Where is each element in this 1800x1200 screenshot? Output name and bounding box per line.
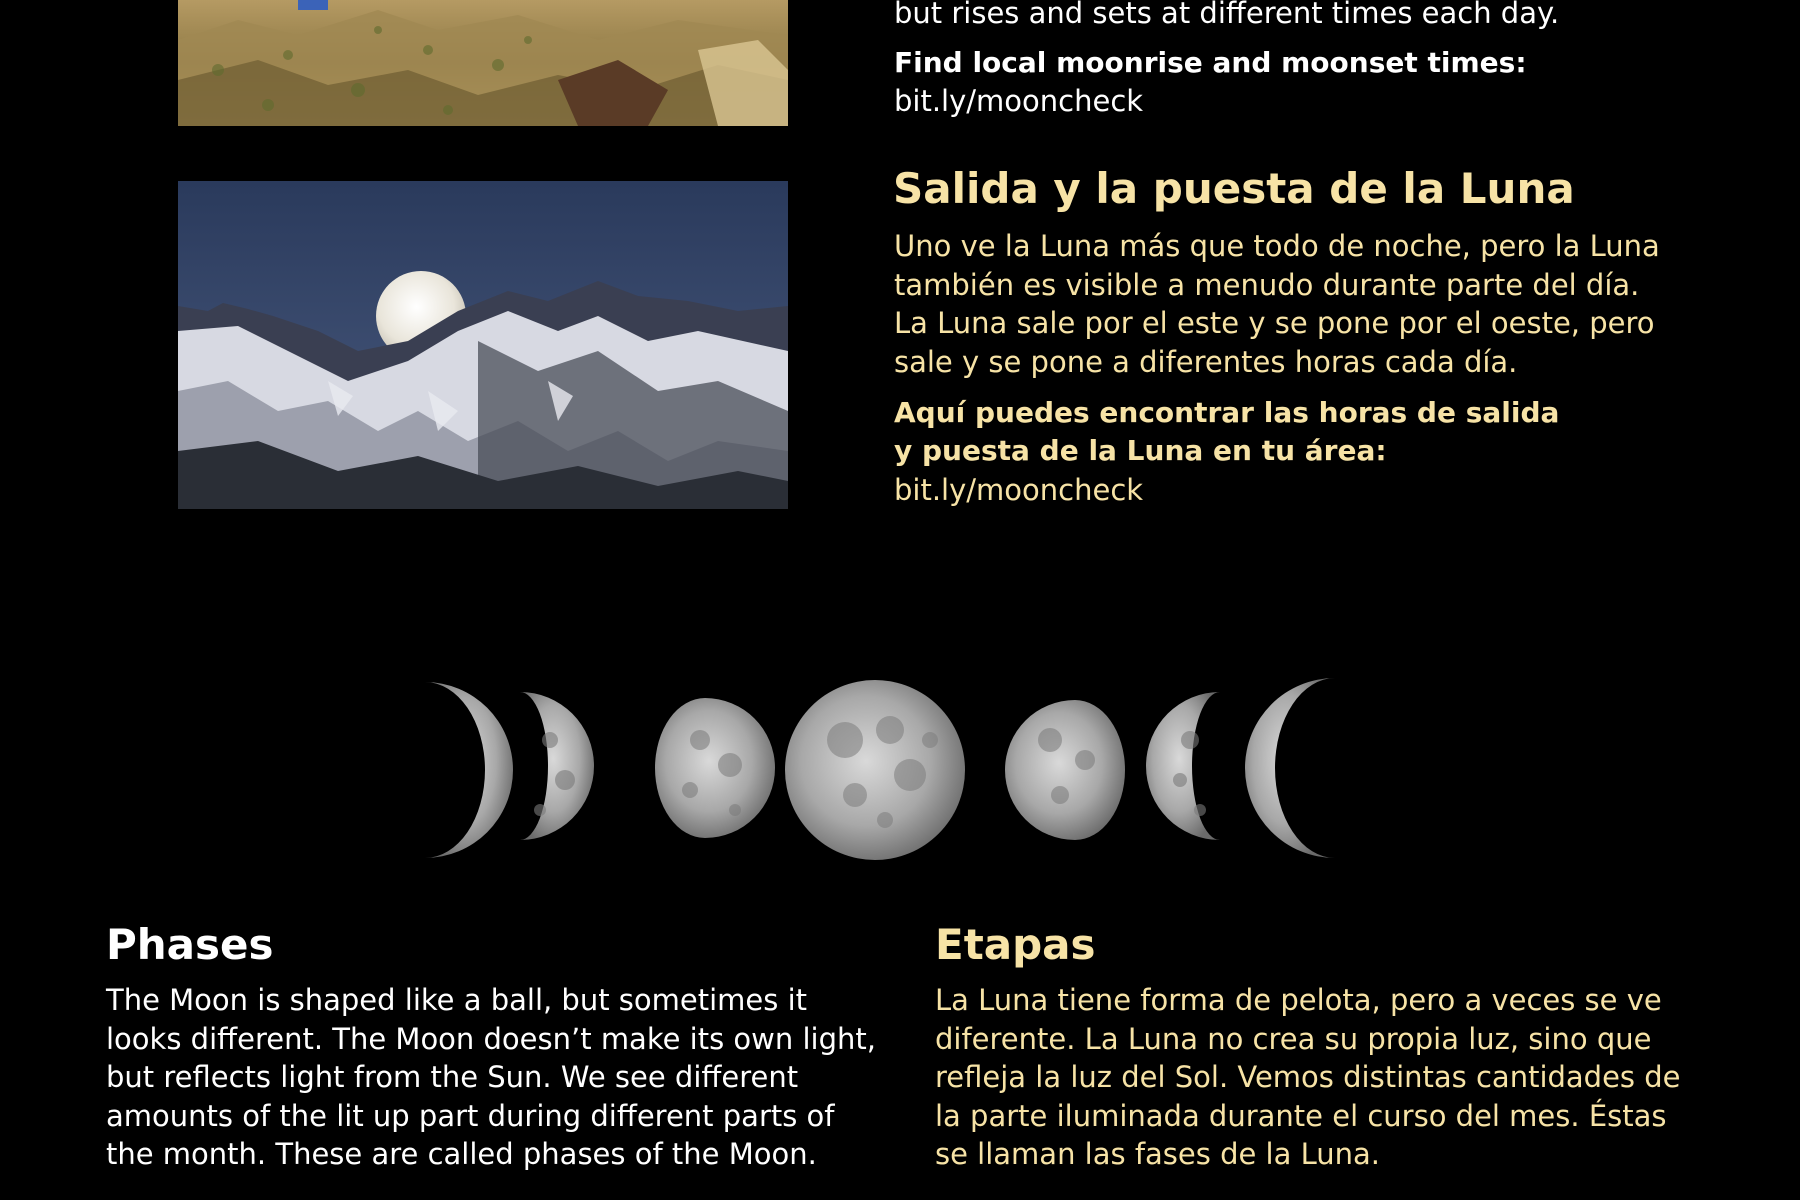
phases-title-es: Etapas — [935, 920, 1096, 969]
full-moon-icon — [785, 680, 965, 860]
moonrise-body-es-line: La Luna sale por el este y se pone por el oeste, pero — [894, 306, 1655, 340]
waning-gibbous-moon-icon — [1005, 700, 1125, 840]
desert-rocks-photo — [178, 0, 788, 126]
phases-body-en-line: amounts of the lit up part during different parts of — [106, 1098, 835, 1133]
moon-phases-strip — [400, 670, 1350, 870]
phases-body-es-line: refleja la luz del Sol. Vemos distintas cantidades de — [935, 1060, 1681, 1094]
moonrise-mountain-photo — [178, 181, 788, 509]
moonrise-body-es-line: Uno ve la Luna más que todo de noche, pero la Luna — [894, 229, 1660, 263]
moonrise-body-en-tail: but rises and sets at different times each day. — [894, 0, 1560, 30]
waxing-crescent-moon-icon — [425, 682, 513, 858]
moonrise-mountain-illustration — [178, 181, 788, 509]
moonrise-body-es — [894, 227, 1660, 381]
phases-body-es — [935, 981, 1681, 1174]
moonrise-body-es-line: sale y se pone a diferentes horas cada día. — [894, 344, 1518, 379]
moonrise-find-label-es-line: y puesta de la Luna en tu área: — [894, 434, 1387, 467]
desert-rocks-illustration — [178, 0, 788, 126]
phases-body-en-line: looks different. The Moon doesn’t make its own light, — [106, 1021, 876, 1056]
moonrise-find-label-en: Find local moonrise and moonset times: — [894, 46, 1527, 79]
phases-body-en — [106, 981, 876, 1174]
moonrise-title-es: Salida y la puesta de la Luna — [893, 164, 1575, 213]
waning-crescent-moon-icon — [1245, 678, 1335, 858]
phases-body-es-line: se llaman las fases de la Luna. — [935, 1137, 1380, 1171]
waxing-gibbous-moon-icon — [655, 698, 775, 838]
phases-body-en-line: The Moon is shaped like a ball, but sometimes it — [106, 983, 808, 1017]
phases-body-en-line: but reflects light from the Sun. We see different — [106, 1060, 799, 1094]
moonrise-find-label-es — [894, 394, 1559, 470]
phases-body-es-line: diferente. La Luna no crea su propia luz, sino que — [935, 1021, 1652, 1056]
moonrise-link-en[interactable]: bit.ly/mooncheck — [894, 84, 1144, 118]
phases-title-en: Phases — [106, 920, 274, 969]
phases-body-es-line: La Luna tiene forma de pelota, pero a veces se ve — [935, 983, 1662, 1017]
last-quarter-moon-icon — [1146, 692, 1220, 840]
moonrise-find-label-es-line: Aquí puedes encontrar las horas de salida — [894, 396, 1560, 429]
phases-body-en-line: the month. These are called phases of the Moon. — [106, 1137, 817, 1171]
phases-body-es-line: la parte iluminada durante el curso del mes. Éstas — [935, 1098, 1667, 1133]
first-quarter-moon-icon — [520, 692, 594, 840]
moon-phases-illustration — [400, 670, 1350, 870]
moonrise-link-es[interactable]: bit.ly/mooncheck — [894, 473, 1144, 507]
moonrise-body-es-line: también es visible a menudo durante parte del día. — [894, 267, 1640, 302]
